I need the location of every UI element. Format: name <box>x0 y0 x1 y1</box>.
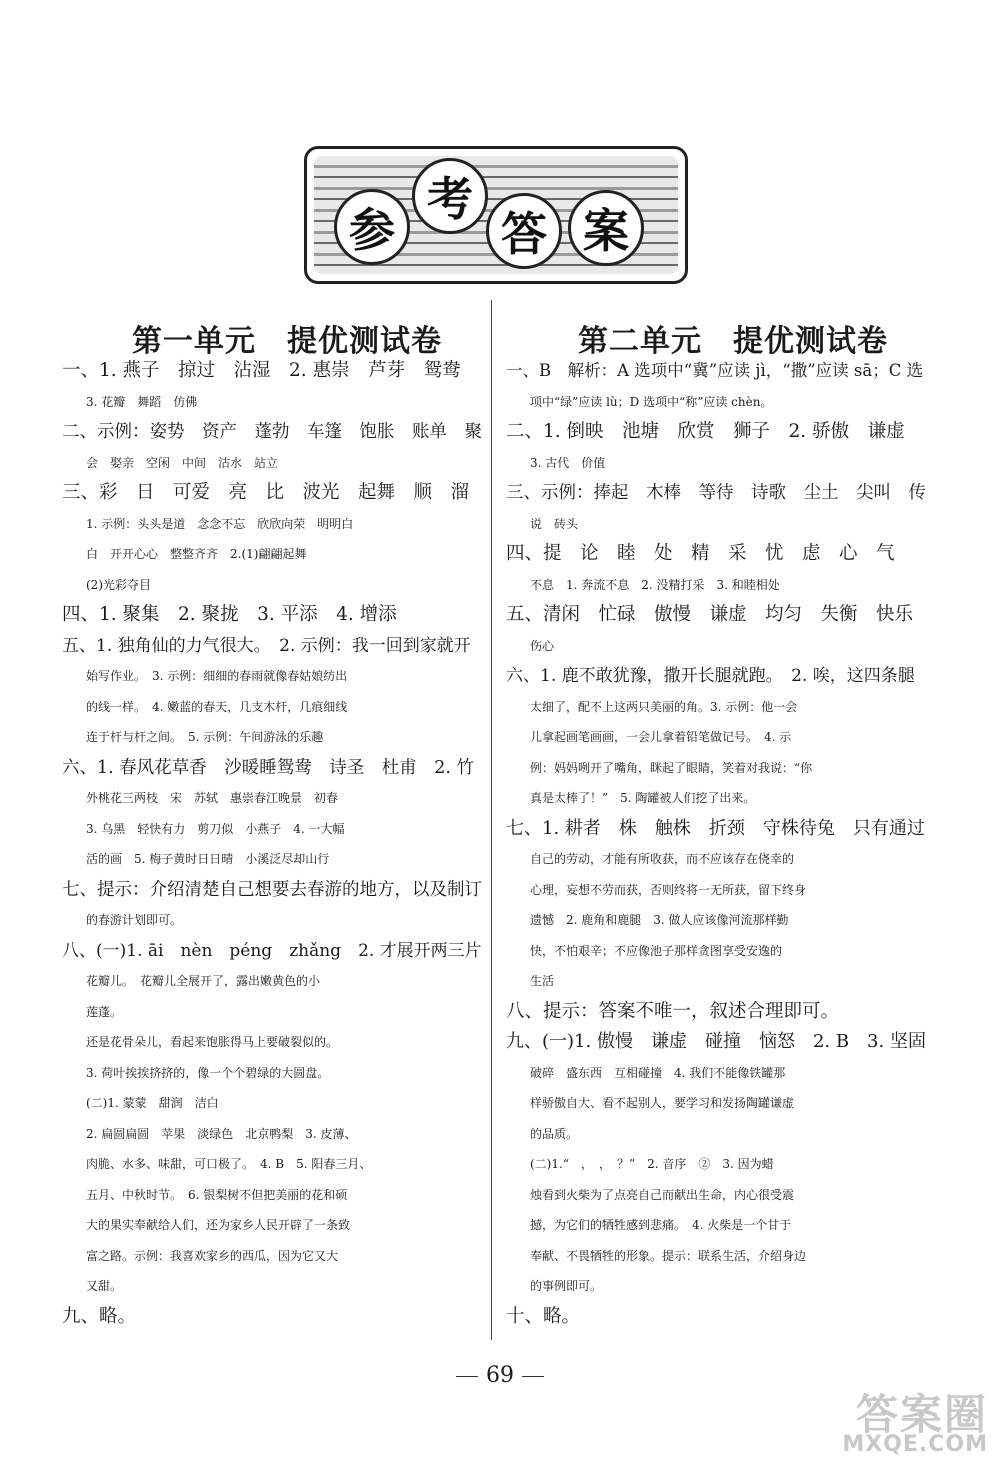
answer-line: 真是太棒了！” 5. 陶罐被人们挖了出来。 <box>530 791 756 805</box>
answer-line: 3. 乌黑 轻快有力 剪刀似 小燕子 4. 一大幅 <box>86 821 345 836</box>
answer-line: 四、1. 聚集 2. 聚拢 3. 平添 4. 增添 <box>62 604 397 625</box>
answer-line: 3. 花瓣 舞蹈 仿佛 <box>86 394 198 409</box>
answer-line: 伤心 <box>530 638 555 653</box>
watermark-text: 答案圈 <box>855 1390 988 1439</box>
answer-line: 一、1. 燕子 掠过 沾湿 2. 惠崇 芦芽 鸳鸯 <box>62 360 461 381</box>
answer-line: 2. 扁圆扁圆 苹果 淡绿色 北京鸭梨 3. 皮薄、 <box>86 1126 357 1141</box>
answer-line: 连于杆与杆之间。 5. 示例：午间游泳的乐趣 <box>86 730 324 744</box>
answer-line: 还是花骨朵儿，看起来饱胀得马上要破裂似的。 <box>86 1035 339 1049</box>
banner-char-1: 参 <box>334 189 410 265</box>
answer-line: 的品质。 <box>530 1126 579 1141</box>
answer-line: 六、1. 鹿不敢犹豫，撒开长腿就跑。 2. 唉，这四条腿 <box>506 666 915 686</box>
answer-line: 九、(一)1. 傲慢 谦虚 碰撞 恼怒 2. B 3. 坚固 <box>506 1031 926 1052</box>
answer-line: 三、彩 日 可爱 亮 比 波光 起舞 顺 溜 <box>62 482 470 503</box>
answer-line: 烛看到火柴为了点亮自己而献出生命，内心很受震 <box>530 1187 795 1202</box>
answer-line: (二)1. 蒙蒙 甜润 洁白 <box>86 1096 219 1110</box>
answer-line: 太细了，配不上这两只美丽的角。3. 示例：他一会 <box>530 699 798 714</box>
answer-key-banner <box>304 146 688 284</box>
answer-line: 七、提示：介绍清楚自己想要去春游的地方，以及制订 <box>62 879 482 900</box>
answer-line: (二)1.“ ， ， ？” 2. 音序 ② 3. 因为蜡 <box>530 1157 774 1171</box>
answer-line: 样骄傲自大、看不起别人，要学习和发扬陶罐谦虚 <box>530 1096 795 1110</box>
banner-stripes <box>314 156 678 274</box>
answer-line: 一、B 解析：A 选项中“冀”应读 jì，“撒”应读 sā；C 选 <box>506 361 924 380</box>
answer-line: 二、示例：姿势 资产 蓬勃 车篷 饱胀 账单 聚 <box>62 422 482 442</box>
answer-line: 五月、中秋时节。 6. 银梨树不但把美丽的花和硕 <box>86 1187 348 1202</box>
answer-line: 十、略。 <box>506 1305 581 1327</box>
answer-line: 撼，为它们的牺牲感到悲痛。 4. 火柴是一个甘于 <box>530 1218 792 1232</box>
answer-line: 例：妈妈咧开了嘴角，眯起了眼睛，笑着对我说：“你 <box>530 760 813 775</box>
unit-two-answers <box>506 356 926 1332</box>
banner-char-2: 考 <box>412 158 488 234</box>
answer-line: 五、清闲 忙碌 傲慢 谦虚 均匀 失衡 快乐 <box>506 604 914 625</box>
watermark-url: MXQE.COM <box>842 1432 988 1457</box>
answer-line: 的线一样。 4. 嫩蓝的春天，几支木杆，几痕细线 <box>86 699 348 714</box>
answer-line: 生活 <box>530 974 555 988</box>
banner-char-3: 答 <box>486 193 562 269</box>
answer-line: 五、1. 独角仙的力气很大。 2. 示例：我一回到家就开 <box>62 635 471 656</box>
answer-line: (2)光彩夺目 <box>86 577 151 592</box>
answer-line: 项中“绿”应读 lù；D 选项中“称”应读 chèn。 <box>530 394 773 409</box>
answer-line: 心理，妄想不劳而获，否则终将一无所获，留下终身 <box>530 882 807 897</box>
answer-line: 活的画 5. 梅子黄时日日晴 小溪泛尽却山行 <box>86 852 330 866</box>
answer-line: 儿拿起画笔画画，一会儿拿着铅笔做记号。 4. 示 <box>530 730 792 744</box>
column-divider <box>491 300 492 1340</box>
answer-line: 始写作业。 3. 示例：细细的春雨就像春姑娘纺出 <box>86 669 348 683</box>
answer-line: 会 娶亲 空闲 中间 沽水 站立 <box>86 455 279 470</box>
answer-line: 自己的劳动，才能有所收获，而不应该存在侥幸的 <box>530 852 795 866</box>
unit-two-heading: 第二单元 提优测试卷 <box>578 324 888 359</box>
answer-line: 大的果实奉献给人们，还为家乡人民开辟了一条致 <box>86 1218 351 1232</box>
answer-line: 的春游计划即可。 <box>86 913 183 927</box>
answer-line: 二、1. 倒映 池塘 欣赏 狮子 2. 骄傲 谦虚 <box>506 421 905 442</box>
answer-line: 富之路。示例：我喜欢家乡的西瓜，因为它又大 <box>86 1248 339 1263</box>
answer-line: 七、1. 耕者 株 触株 折颈 守株待兔 只有通过 <box>506 817 925 839</box>
answer-line: 莲蓬。 <box>86 1004 123 1019</box>
answer-line: 四、提 论 睦 处 精 采 忧 虑 心 气 <box>506 543 895 564</box>
unit-one-answers <box>62 356 482 1332</box>
answer-line: 说 砖头 <box>530 516 579 531</box>
page-number: 69 <box>440 1363 560 1388</box>
answer-line: 3. 古代 价值 <box>530 455 606 470</box>
unit-one-heading: 第一单元 提优测试卷 <box>132 324 442 359</box>
answer-line: 不息 1. 奔流不息 2. 没精打采 3. 和睦相处 <box>530 577 780 592</box>
answer-line: 破碎 盛东西 互相碰撞 4. 我们不能像铁罐那 <box>530 1065 786 1080</box>
answer-line: 遗憾 2. 鹿角和鹿腿 3. 做人应该像河流那样勤 <box>530 913 789 927</box>
answer-line: 三、示例：捧起 木棒 等待 诗歌 尘土 尖叫 传 <box>506 483 926 503</box>
answer-line: 六、1. 春风花草香 沙暖睡鸳鸯 诗圣 杜甫 2. 竹 <box>62 757 475 778</box>
watermark-logo <box>790 1380 1000 1463</box>
answer-line: 奉献、不畏牺牲的形象。提示：联系生活，介绍身边 <box>530 1248 807 1263</box>
answer-line: 九、略。 <box>62 1305 137 1327</box>
answer-line: 快，不怕艰辛；不应像池子那样贪图享受安逸的 <box>530 943 783 958</box>
answer-line: 3. 荷叶挨挨挤挤的，像一个个碧绿的大圆盘。 <box>86 1065 330 1080</box>
answer-line: 的事例即可。 <box>530 1279 603 1293</box>
answer-line: 八、(一)1. āi nèn péng zhǎng 2. 才展开两三片 <box>62 940 482 961</box>
answer-line: 花瓣儿。 花瓣儿全展开了，露出嫩黄色的小 <box>86 974 321 988</box>
answer-line: 八、提示：答案不唯一，叙述合理即可。 <box>506 1000 840 1022</box>
answer-line: 又甜。 <box>86 1279 123 1293</box>
answer-line: 外桃花三两枝 宋 苏轼 惠崇春江晚景 初春 <box>86 791 339 805</box>
answer-line: 1. 示例：头头是道 念念不忘 欣欣向荣 明明白 <box>86 516 354 531</box>
banner-char-4: 案 <box>568 190 644 266</box>
answer-line: 肉脆、水多、味甜，可口极了。 4. B 5. 阳春三月、 <box>86 1157 372 1171</box>
answer-line: 白 开开心心 整整齐齐 2.(1)翩翩起舞 <box>86 547 307 561</box>
